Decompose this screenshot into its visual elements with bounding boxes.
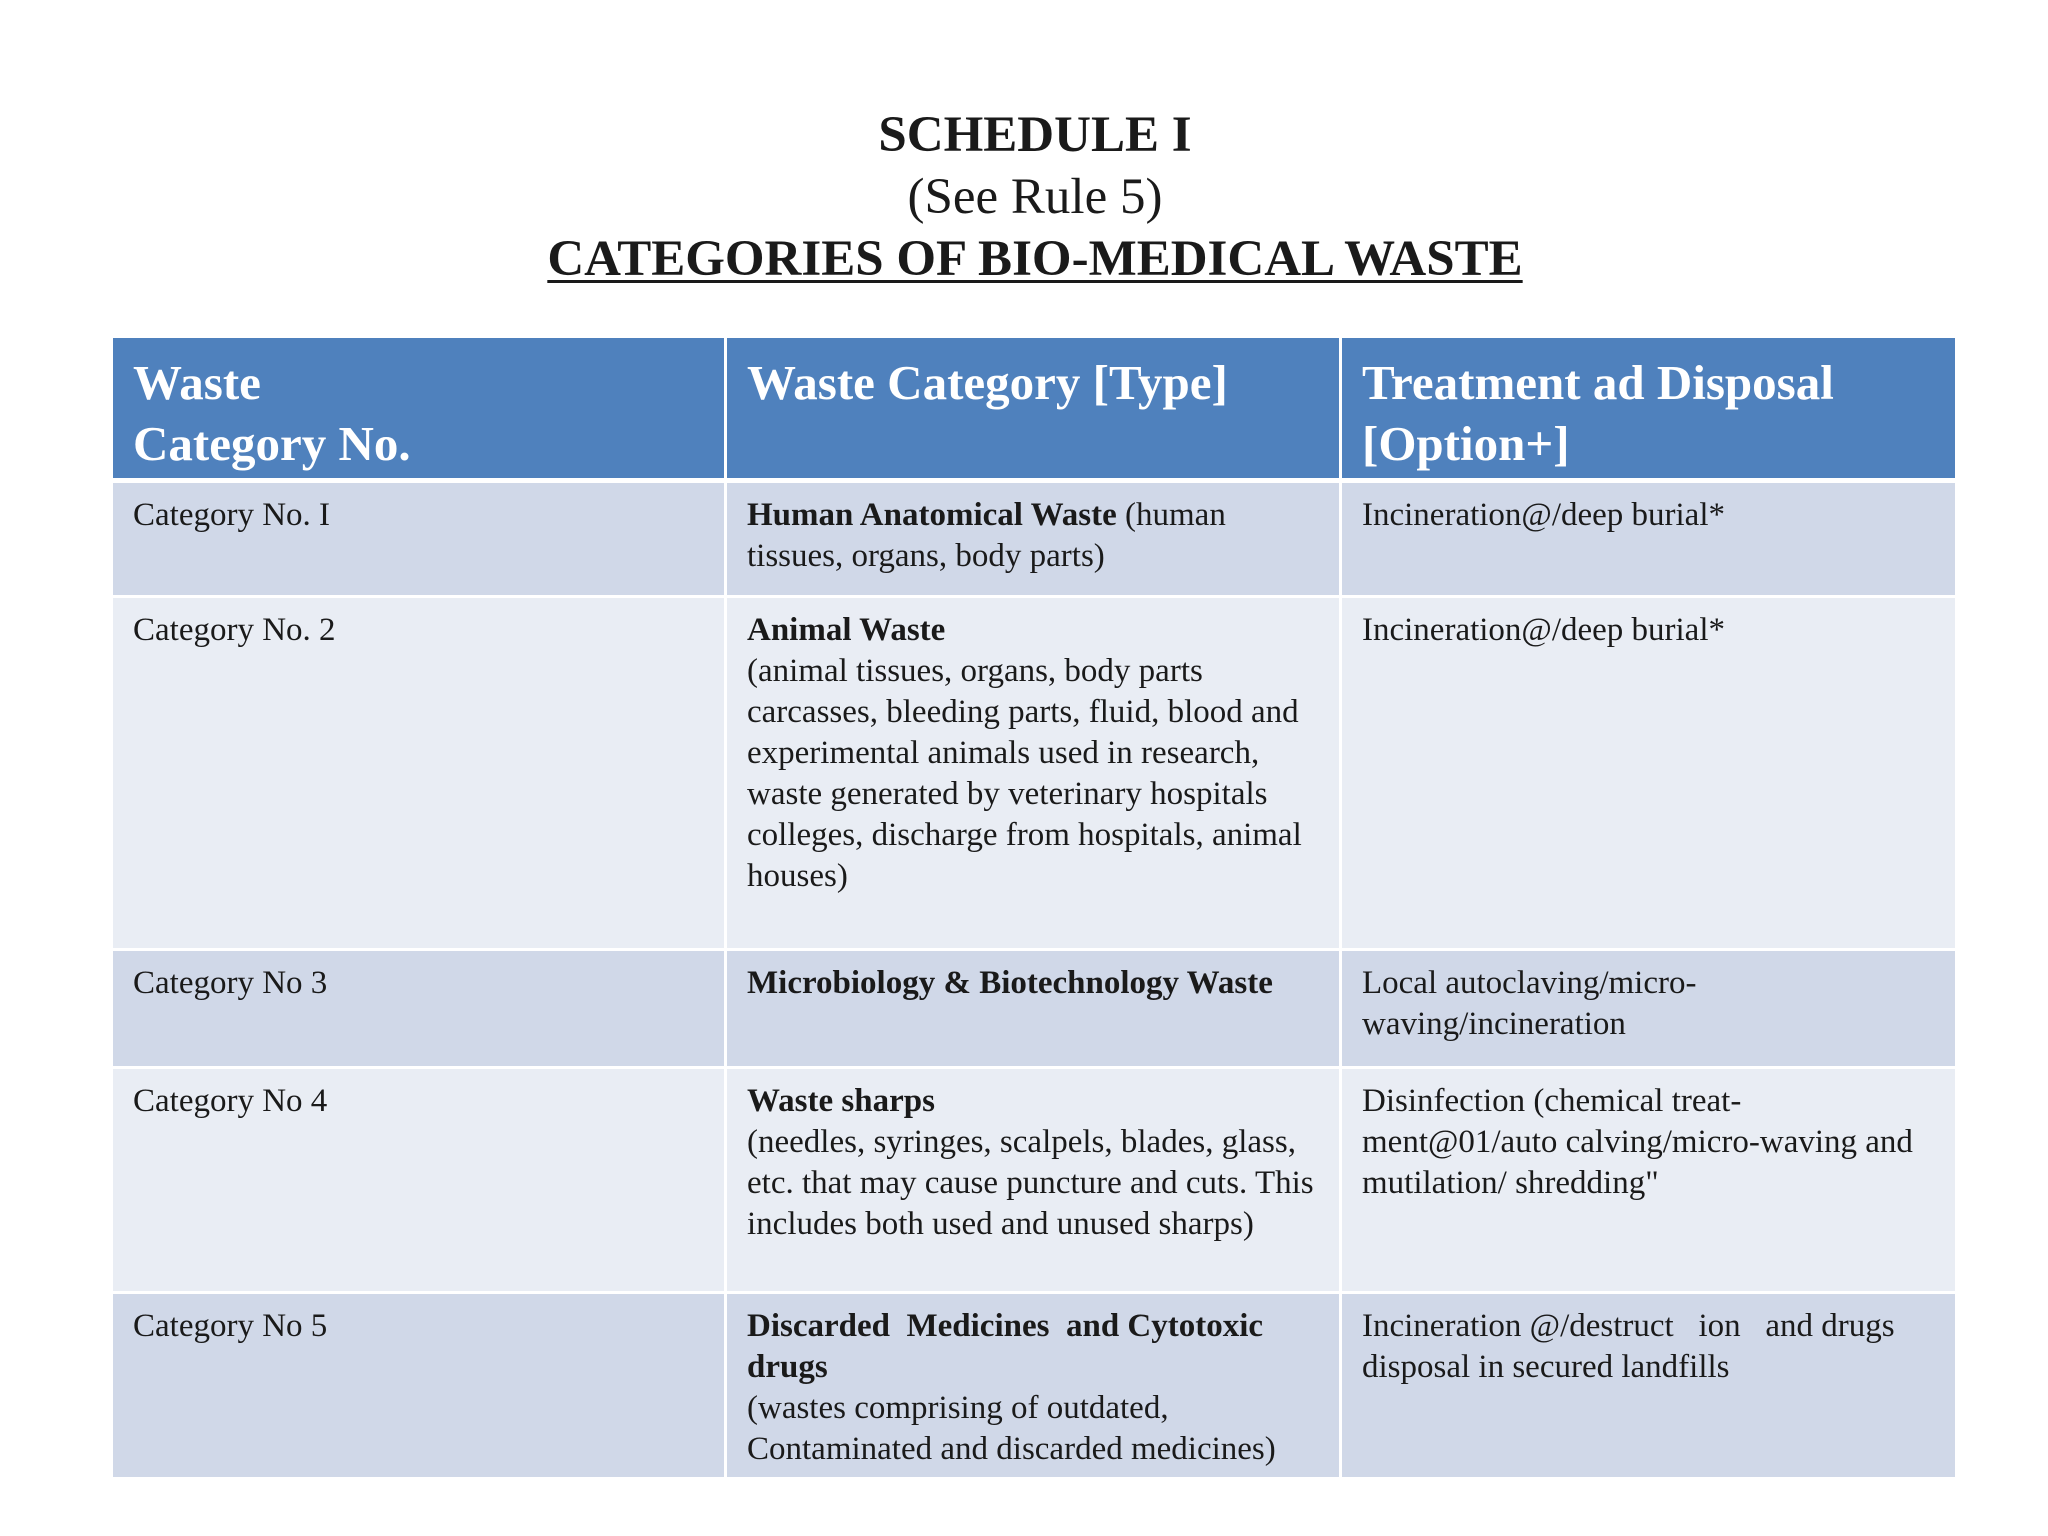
treatment-option: Incineration @/destruct ion and drugs disposal in secured landfills <box>1362 1308 1903 1385</box>
category-type-title: Animal Waste <box>747 612 946 648</box>
category-type-cell <box>727 1294 1339 1477</box>
category-type-title: Waste sharps <box>747 1083 935 1119</box>
category-type-title: Microbiology & Biotechnology Waste <box>747 965 1273 1001</box>
table-header-row <box>113 338 1955 478</box>
treatment-option: Disinfection (chemical treat-ment@01/auto calving/micro-waving and mutilation/ shredding" <box>1362 1083 1913 1201</box>
category-type-cell <box>727 951 1339 1066</box>
treatment-option: Incineration@/deep burial* <box>1362 612 1725 648</box>
category-number-cell <box>113 483 724 595</box>
column-header-category-no <box>113 338 724 478</box>
treatment-cell <box>1342 598 1955 948</box>
category-type-cell <box>727 483 1339 595</box>
waste-category-table <box>113 338 1955 1477</box>
table-row <box>113 1294 1955 1477</box>
category-type-detail: (needles, syringes, scalpels, blades, glass, etc. that may cause puncture and cuts. This includes both used and unused sharps) <box>747 1124 1314 1242</box>
table-row <box>113 1069 1955 1291</box>
category-type-title: Human Anatomical Waste <box>747 497 1117 533</box>
category-type-detail: (wastes comprising of outdated, Contaminated and discarded medicines) <box>747 1390 1276 1467</box>
category-type-cell <box>727 598 1339 948</box>
rule-reference: (See Rule 5) <box>907 169 1163 225</box>
treatment-cell <box>1342 951 1955 1066</box>
column-header-label: Waste Category No. <box>133 355 411 471</box>
column-header-category-type <box>727 338 1339 478</box>
category-number-cell <box>113 951 724 1066</box>
category-number-cell <box>113 598 724 948</box>
category-type-title: Discarded Medicines and Cytotoxic drugs <box>747 1308 1272 1385</box>
table-row <box>113 483 1955 595</box>
treatment-cell <box>1342 1069 1955 1291</box>
category-number: Category No 5 <box>133 1308 328 1344</box>
category-number: Category No 4 <box>133 1083 328 1119</box>
schedule-label: SCHEDULE I <box>878 107 1192 163</box>
treatment-option: Incineration@/deep burial* <box>1362 497 1725 533</box>
page-title: CATEGORIES OF BIO-MEDICAL WASTE <box>547 231 1523 287</box>
column-header-label: Waste Category [Type] <box>747 355 1228 410</box>
category-type-cell <box>727 1069 1339 1291</box>
treatment-option: Local autoclaving/micro-waving/incineration <box>1362 965 1697 1042</box>
schedule-heading <box>0 104 2048 290</box>
table-row <box>113 951 1955 1066</box>
treatment-cell <box>1342 483 1955 595</box>
category-number: Category No. I <box>133 497 331 533</box>
treatment-cell <box>1342 1294 1955 1477</box>
category-number-cell <box>113 1069 724 1291</box>
category-type-detail: (animal tissues, organs, body parts carcasses, bleeding parts, fluid, blood and experimental animals used in research, waste generated by veterinary hospitals colleges, discharge from hospitals, animal houses) <box>747 653 1302 894</box>
table-row <box>113 598 1955 948</box>
category-number: Category No 3 <box>133 965 328 1001</box>
category-type-detail: (human tissues, organs, body parts) <box>747 497 1226 574</box>
category-number-cell <box>113 1294 724 1477</box>
category-number: Category No. 2 <box>133 612 336 648</box>
column-header-treatment <box>1342 338 1955 478</box>
column-header-label: Treatment ad Disposal [Option+] <box>1362 355 1834 471</box>
